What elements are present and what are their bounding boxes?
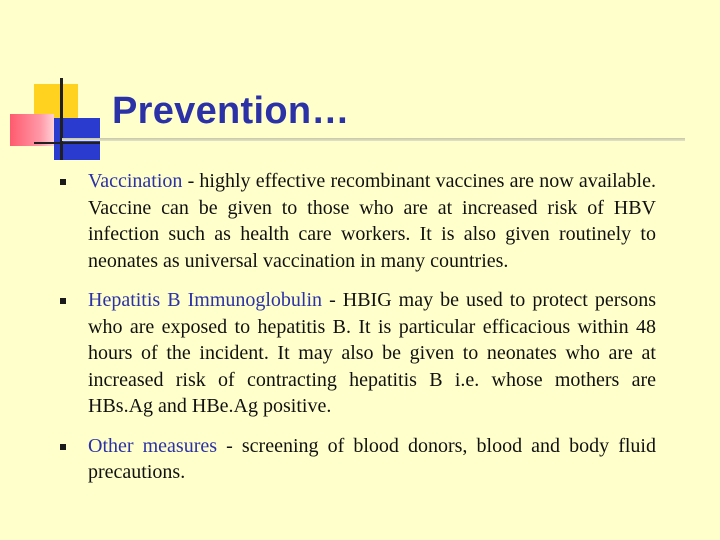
square-bullet-icon	[60, 298, 66, 304]
bullet-term: Other measures	[88, 434, 218, 457]
decorative-corner-graphic	[0, 0, 110, 170]
bullet-description: - screening of blood donors, blood and body fluid precautions.	[88, 434, 656, 483]
bullet-term: Hepatitis B Immunoglobulin	[88, 289, 323, 311]
square-bullet-icon	[60, 179, 66, 185]
list-item	[56, 287, 656, 420]
bullet-description: - HBIG may be used to protect persons who are exposed to hepatitis B. It is particular efficacious within 48 hours of the incident. It may also be given to neonates who are at increased risk of contracting hepatitis B i.e. whose mothers are HBs.Ag and HBe.Ag positive.	[88, 289, 656, 417]
bullet-text	[88, 433, 656, 486]
list-item	[56, 433, 656, 486]
bullet-term: Vaccination	[88, 170, 183, 192]
bullet-text	[88, 287, 656, 420]
bullet-list	[56, 168, 656, 499]
slide-title: Prevention…	[112, 90, 350, 132]
square-bullet-icon	[60, 444, 66, 450]
bullet-description: - highly effective recombinant vaccines are now available. Vaccine can be given to those who are at increased risk of HBV infection such as health care workers. It is also given routinely to neonates as universal vaccination in many countries.	[88, 170, 656, 272]
list-item	[56, 168, 656, 274]
vertical-line-decoration	[60, 78, 63, 160]
bullet-text	[88, 168, 656, 274]
title-underline	[62, 138, 685, 141]
horizontal-line-decoration	[34, 142, 100, 144]
